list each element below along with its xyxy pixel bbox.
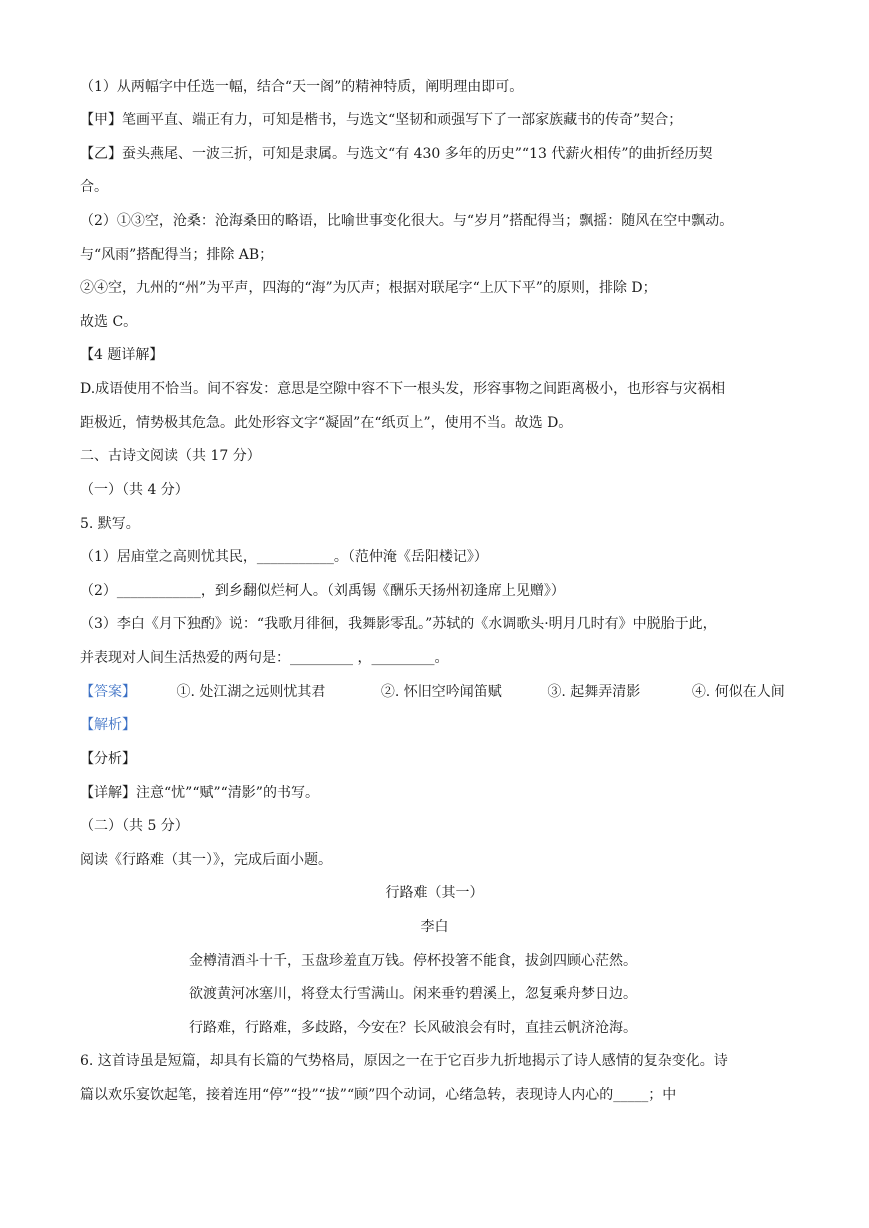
subsection-heading: （二）（共 5 分） [80,818,189,834]
text-line: 合。 [80,179,108,195]
answer-item: ②. 怀旧空吟闻笛赋 [380,684,502,700]
answer-row [80,682,785,702]
text-line: 与“风雨”搭配得当；排除 AB； [80,247,274,263]
text-line: 距极近，情势极其危急。此处形容文字“凝固”在“纸页上”，使用不当。故选 D。 [80,415,573,431]
text-line: 【甲】笔画平直、端正有力，可知是楷书，与选文“坚韧和顽强写下了一部家族藏书的传奇”契合； [80,112,683,128]
text-line: （1）居庙堂之高则忧其民，___________。（范仲淹《岳阳楼记》） [80,549,488,565]
text-line: 【乙】蚕头燕尾、一波三折，可知是隶属。与选文“有 430 多年的历史”“13 代薪火相传”的曲折经历契 [80,146,713,162]
poem-line: 行路难，行路难，多歧路，今安在？长风破浪会有时，直挂云帆济沧海。 [189,1020,637,1036]
text-line: （2）①③空，沧桑：沧海桑田的略语，比喻世事变化很大。与“岁月”搭配得当；飘摇：随风在空中飘动。 [80,213,734,229]
text-line: 并表现对人间生活热爱的两句是：_________ ，_________。 [80,650,449,666]
answer-label: 【答案】 [80,684,136,700]
section-heading: 二、古诗文阅读（共 17 分） [80,448,261,464]
answer-item: ①. 处江湖之远则忧其君 [176,684,326,700]
poem-line: 欲渡黄河冰塞川，将登太行雪满山。闲来垂钓碧溪上，忽复乘舟梦日边。 [189,986,637,1002]
text-line: 【详解】注意“忧”“赋”“清影”的书写。 [80,785,319,801]
answer-item: ④. 何似在人间 [691,684,785,700]
question-title: 5. 默写。 [80,516,140,532]
text-line: 阅读《行路难（其一）》，完成后面小题。 [80,852,332,868]
text-line: （1）从两幅字中任选一幅，结合“天一阁”的精神特质，阐明理由即可。 [80,79,524,95]
text-line: （2）____________，到乡翻似烂柯人。（刘禹锡《酬乐天扬州初逢席上见赠》） [80,583,565,599]
text-line: 篇以欢乐宴饮起笔，接着连用“停”“投”“拔”“顾”四个动词，心绪急转，表现诗人内心的_____；中 [80,1087,677,1103]
text-line: D.成语使用不恰当。间不容发：意思是空隙中容不下一根头发，形容事物之间距离极小，也形容与灾祸相 [80,381,726,397]
poem-author: 李白 [420,919,449,935]
subsection-heading: （一）（共 4 分） [80,482,189,498]
text-line: ②④空，九州的“州”为平声，四海的“海”为仄声；根据对联尾字“上仄下平”的原则，排除 D； [80,280,657,296]
text-line: 故选 C。 [80,314,138,330]
poem-line: 金樽清酒斗十千，玉盘珍羞直万钱。停杯投箸不能食，拔剑四顾心茫然。 [189,953,637,969]
poem-title: 行路难（其一） [385,885,484,901]
analysis-label: 【解析】 [80,717,136,733]
text-line: 6. 这首诗虽是短篇，却具有长篇的气势格局，原因之一在于它百步九折地揭示了诗人感情的复杂变化。诗 [80,1053,728,1069]
text-line: （3）李白《月下独酌》说：“我歌月徘徊，我舞影零乱。”苏轼的《水调歌头·明月几时有》中脱胎于此， [80,616,717,632]
answer-item: ③. 起舞弄清影 [547,684,641,700]
section-heading: 【4 题详解】 [80,347,164,363]
text-line: 【分析】 [80,751,136,767]
